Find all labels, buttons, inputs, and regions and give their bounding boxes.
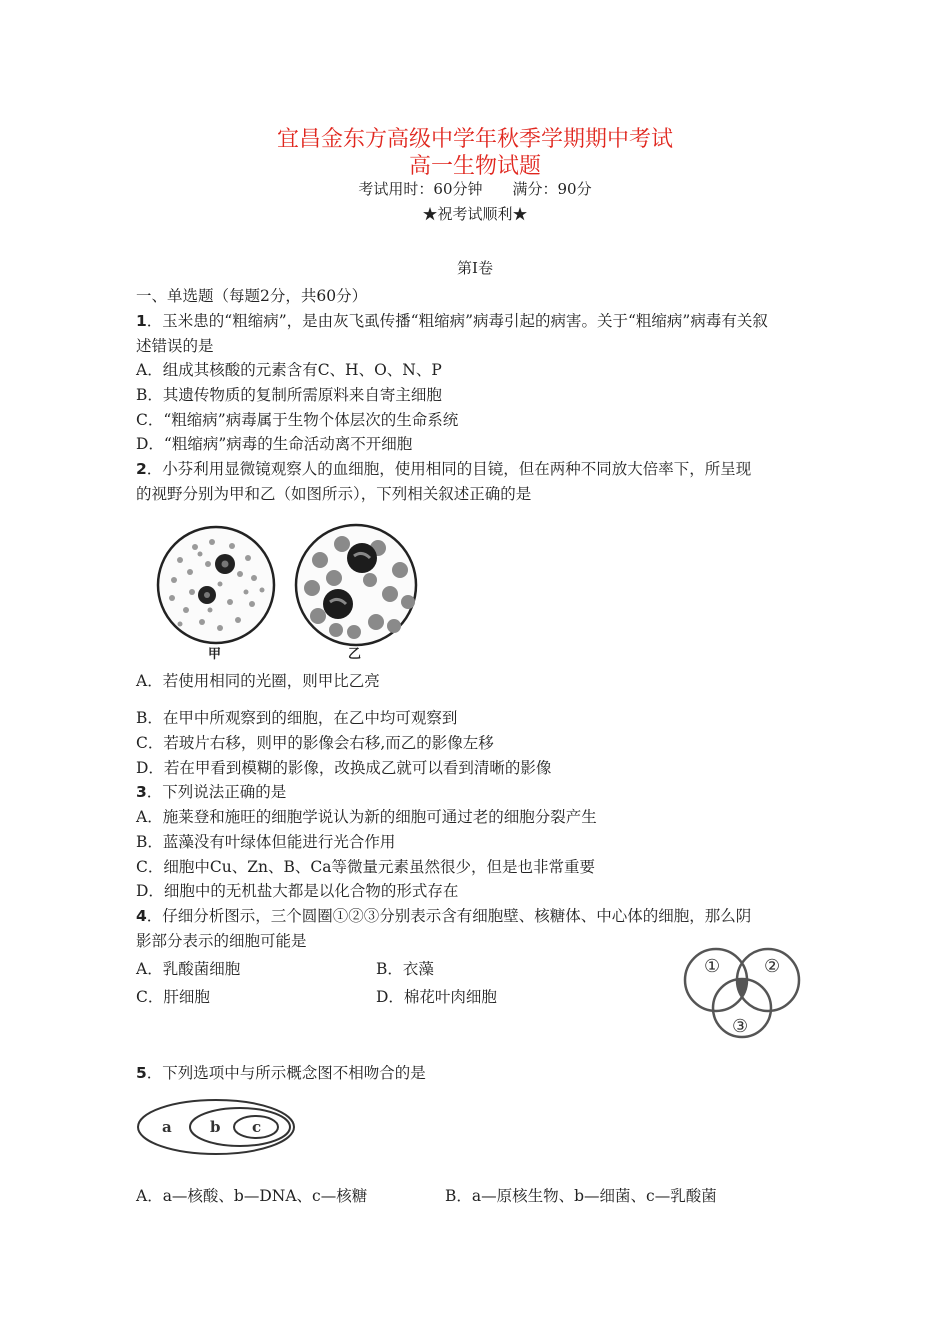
q4-number: 4	[136, 907, 147, 925]
microscope-figure	[150, 522, 440, 662]
exam-info: 考试用时：60分钟 满分：90分	[358, 180, 592, 198]
q1-option-a: A．组成其核酸的元素含有C、H、O、N、P	[136, 361, 442, 379]
q1-number: 1	[136, 312, 147, 330]
q1-stem-cont: 述错误的是	[136, 337, 214, 355]
q3-number: 3	[136, 783, 147, 801]
venn-label-3: ③	[732, 1016, 749, 1037]
q2-option-d: D．若在甲看到模糊的影像，改换成乙就可以看到清晰的影像	[136, 759, 552, 777]
exam-subtitle: 高一生物试题	[408, 154, 541, 179]
field-jia	[158, 527, 274, 643]
q2-number: 2	[136, 460, 147, 478]
q5-option-a: A．a—核酸、b—DNA、c—核糖	[136, 1187, 368, 1205]
q4-option-c: C．肝细胞	[136, 988, 210, 1006]
q4-option-a: A．乳酸菌细胞	[136, 960, 241, 978]
q4-stem-text: ．仔细分析图示，三个圆圈①②③分别表示含有细胞壁、核糖体、中心体的细胞，那么阴	[146, 907, 752, 925]
q1-option-c: C．“粗缩病”病毒属于生物个体层次的生命系统	[136, 411, 459, 429]
concept-label-c: c	[252, 1118, 262, 1136]
q3-stem	[136, 780, 286, 802]
venn-label-2: ②	[764, 956, 781, 977]
concept-diagram	[136, 1098, 306, 1158]
q1-stem-text: ．玉米患的“粗缩病”，是由灰飞虱传播“粗缩病”病毒引起的病害。关于“粗缩病”病毒有关叙	[146, 312, 768, 330]
q5-option-b: B．a—原核生物、b—细菌、c—乳酸菌	[445, 1187, 717, 1205]
section-heading: 一、单选题（每题2分，共60分）	[136, 287, 368, 305]
field-jia-label: 甲	[208, 647, 222, 662]
venn-diagram	[680, 940, 805, 1040]
q3-option-a: A．施莱登和施旺的细胞学说认为新的细胞可通过老的细胞分裂产生	[136, 808, 597, 826]
q4-stem-cont: 影部分表示的细胞可能是	[136, 932, 307, 950]
q5-stem-text: ．下列选项中与所示概念图不相吻合的是	[146, 1064, 426, 1082]
q2-stem-cont: 的视野分别为甲和乙（如图所示），下列相关叙述正确的是	[136, 485, 532, 503]
q1-option-b: B．其遗传物质的复制所需原料来自寄主细胞	[136, 386, 442, 404]
q1-stem	[136, 309, 768, 331]
q4-option-d: D．棉花叶肉细胞	[376, 988, 497, 1006]
q3-stem-text: ．下列说法正确的是	[146, 783, 287, 801]
exam-wish: ★祝考试顺利★	[422, 205, 528, 223]
q2-stem	[136, 457, 751, 479]
q2-option-c: C．若玻片右移，则甲的影像会右移,而乙的影像左移	[136, 734, 494, 752]
q3-option-d: D．细胞中的无机盐大都是以化合物的形式存在	[136, 882, 459, 900]
venn-label-1: ①	[704, 956, 721, 977]
concept-label-b: b	[210, 1118, 221, 1136]
q2-option-a: A．若使用相同的光圈，则甲比乙亮	[136, 672, 380, 690]
q2-option-b: B．在甲中所观察到的细胞，在乙中均可观察到	[136, 709, 458, 727]
field-yi-label: 乙	[348, 647, 362, 662]
field-yi	[296, 525, 416, 645]
q2-stem-text: ．小芬利用显微镜观察人的血细胞，使用相同的目镜，但在两种不同放大倍率下，所呈现	[146, 460, 752, 478]
q3-option-b: B．蓝藻没有叶绿体但能进行光合作用	[136, 833, 396, 851]
volume-heading: 第Ⅰ卷	[457, 259, 493, 277]
q3-option-c: C．细胞中Cu、Zn、B、Ca等微量元素虽然很少，但是也非常重要	[136, 858, 595, 876]
q4-option-b: B．衣藻	[376, 960, 434, 978]
q1-option-d: D．“粗缩病”病毒的生命活动离不开细胞	[136, 435, 413, 453]
exam-title: 宜昌金东方高级中学年秋季学期期中考试	[276, 127, 673, 152]
concept-label-a: a	[162, 1118, 172, 1136]
q5-stem	[136, 1061, 426, 1083]
q4-stem	[136, 904, 751, 926]
q5-number: 5	[136, 1064, 147, 1082]
